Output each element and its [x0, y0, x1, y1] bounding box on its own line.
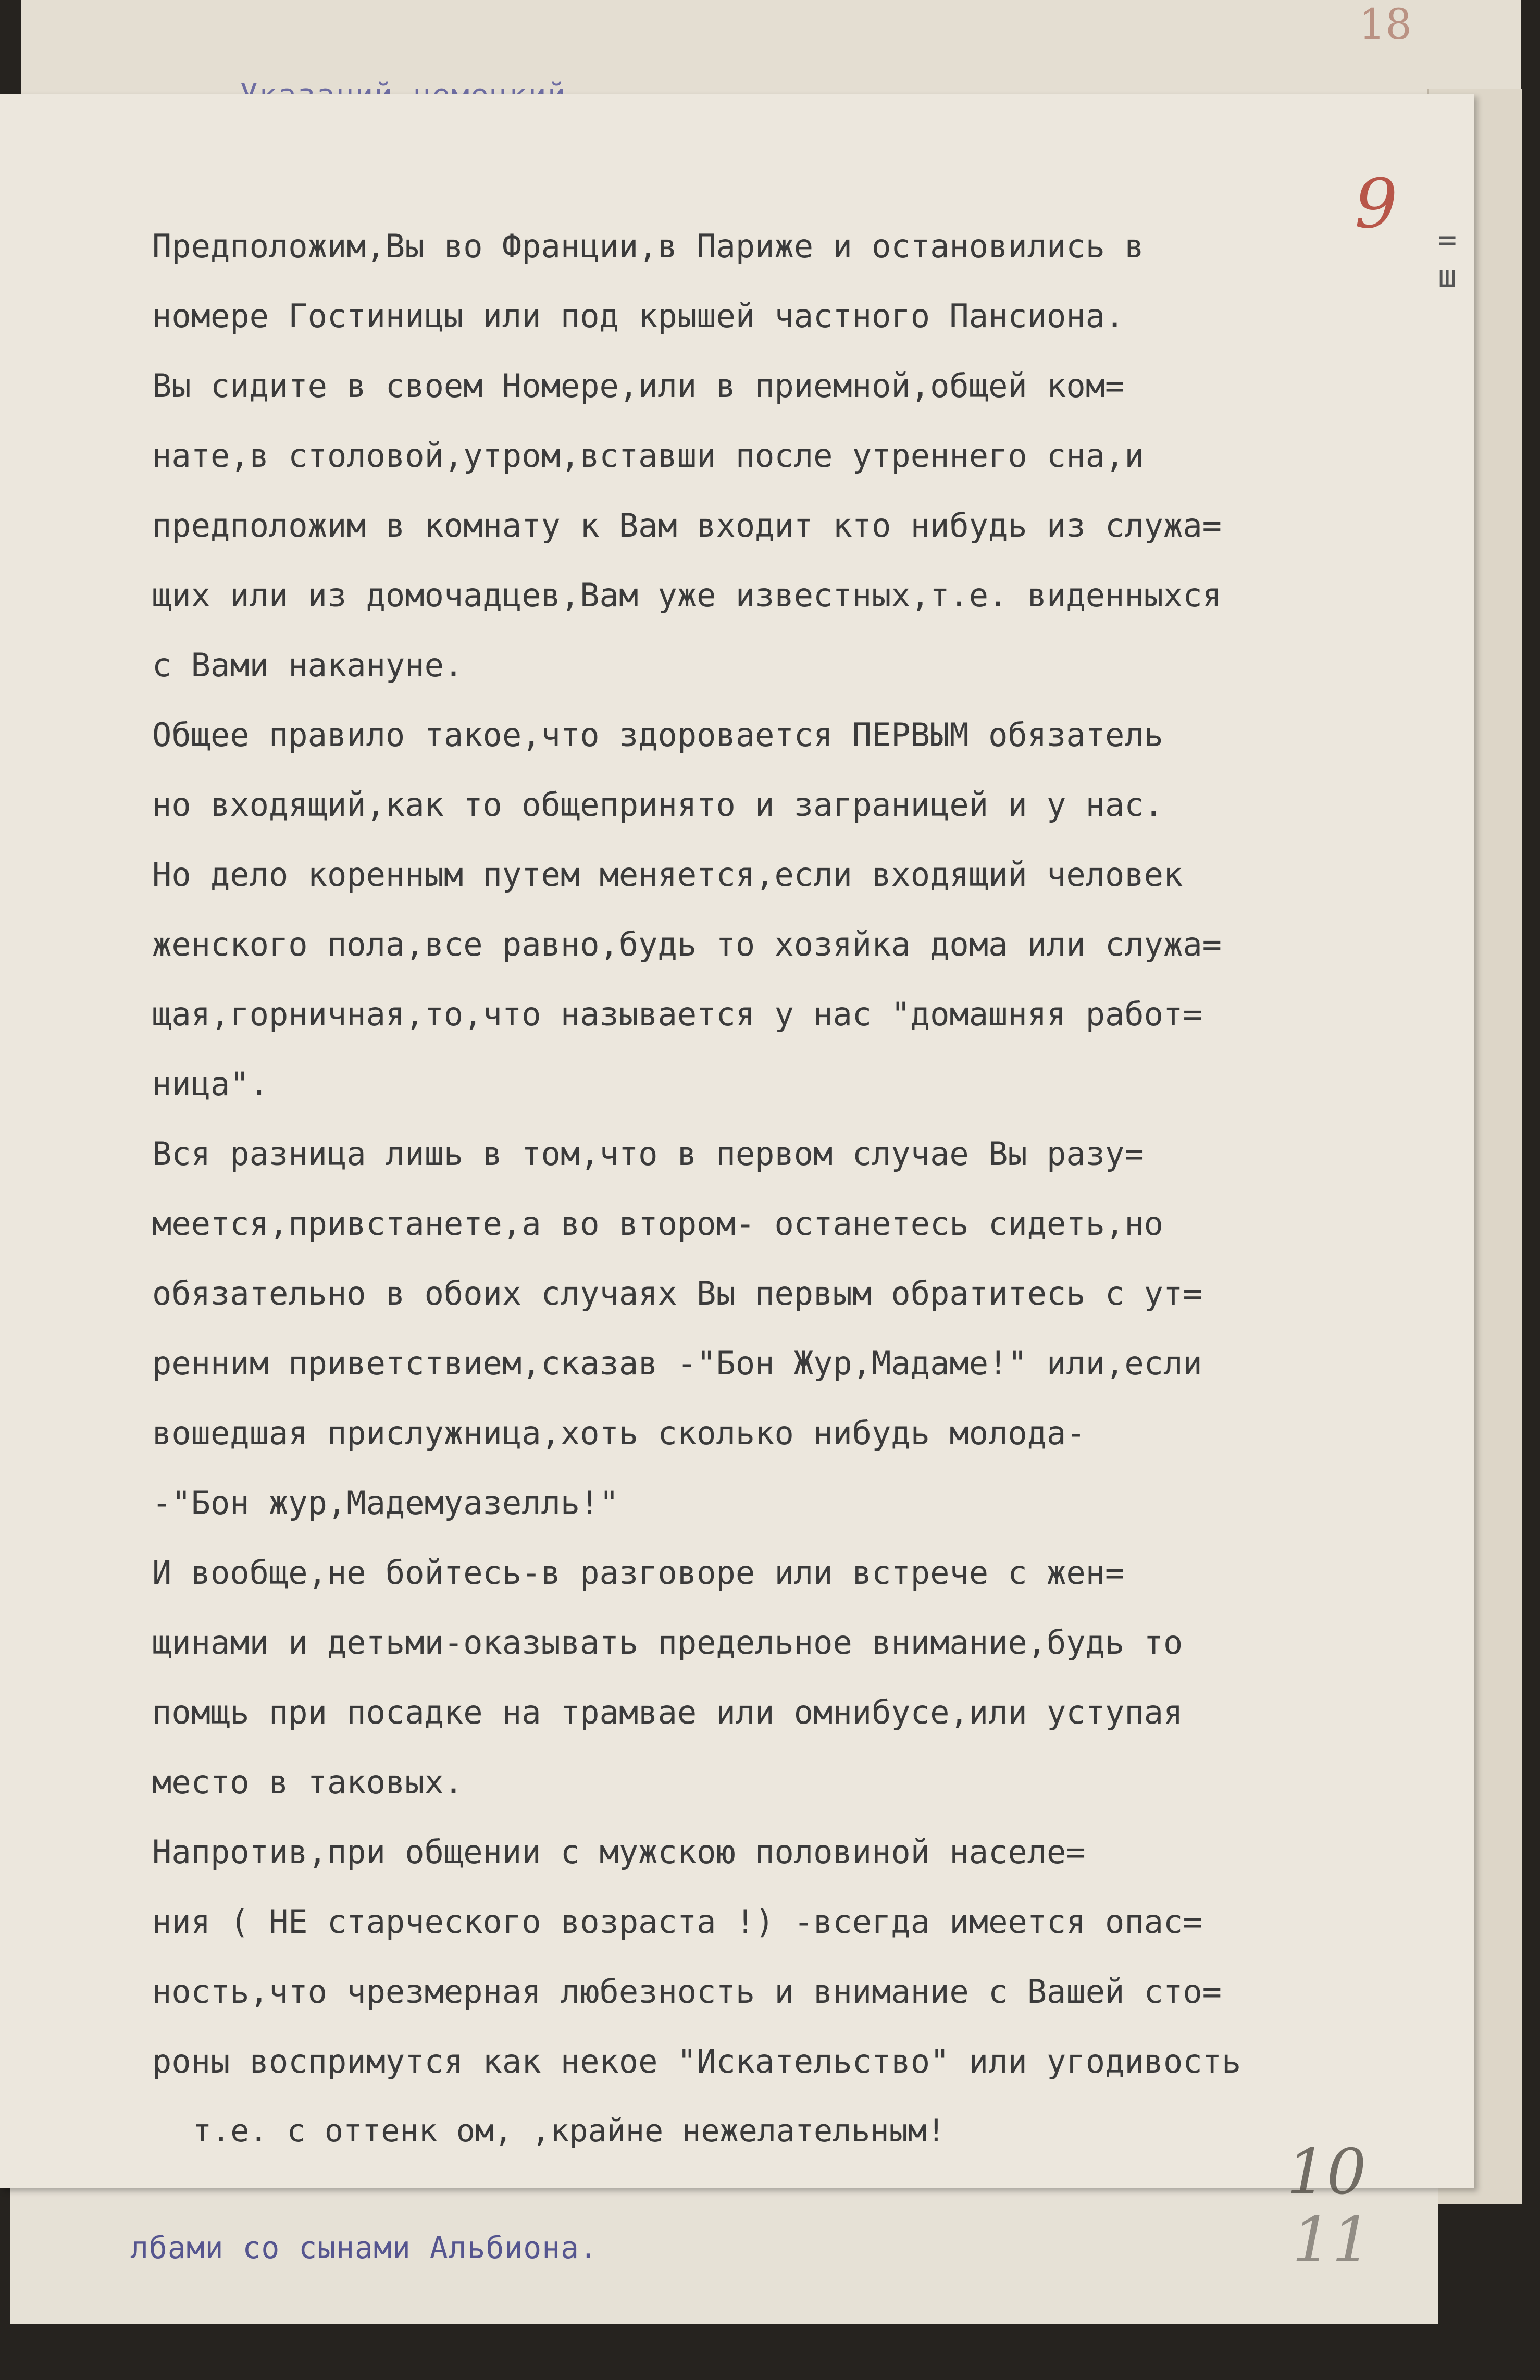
text-line: ренним приветствием,сказав -"Бон Жур,Мадаме!" или,если [152, 1344, 1202, 1382]
text-line: меется,привстанете,а во втором- останетесь сидеть,но [152, 1205, 1164, 1243]
text-line: женского пола,все равно,будь то хозяйка дома или служа= [152, 925, 1222, 963]
text-line: но входящий,как то общепринято и заграницей и у нас. [152, 786, 1164, 824]
text-line: Напротив,при общении с мужскою половиной населе= [152, 1833, 1086, 1871]
text-line: Но дело коренным путем меняется,если входящий человек [152, 856, 1183, 894]
handwritten-page-number: 10 [1287, 2136, 1367, 2209]
text-line: Общее правило такое,что здоровается ПЕРВЫМ обязатель [152, 716, 1164, 754]
text-line: ница". [152, 1065, 269, 1103]
text-line: номере Гостиницы или под крышей частного Пансиона. [152, 297, 1125, 335]
text-line: ность,что чрезмерная любезность и внимание с Вашей сто= [152, 1973, 1222, 2011]
text-line: Вы сидите в своем Номере,или в приемной,общей ком= [152, 367, 1125, 405]
text-line: щинами и детьми-оказывать предельное внимание,будь то [152, 1623, 1183, 1662]
text-line: щих или из домочадцев,Вам уже известных,т.е. виденныхся [152, 576, 1222, 614]
text-line: Предположим,Вы во Франции,в Париже и остановились в [152, 227, 1144, 265]
typewritten-page [0, 94, 1474, 2209]
bottom-pencil-folio: 11 [1292, 2204, 1372, 2276]
text-line: Вся разница лишь в том,что в первом случае Вы разу= [152, 1135, 1144, 1173]
text-line: помщь при посадке на трамвае или омнибусе,или уступая [152, 1693, 1183, 1731]
text-line: нате,в столовой,утром,вставши после утреннего сна,и [152, 437, 1144, 475]
text-line: -"Бон жур,Мадемуазелль!" [152, 1484, 619, 1522]
margin-mark: = ш [1438, 222, 1457, 295]
text-line: обязательно в обоих случаях Вы первым обратитесь с ут= [152, 1274, 1202, 1312]
corner-pencil-mark: 18 [1359, 0, 1412, 48]
text-line: место в таковых. [152, 1763, 464, 1801]
text-line: с Вами накануне. [152, 646, 464, 684]
page-body [152, 212, 1444, 2097]
overtyped-line: т.е. с оттенк ом, ,крайне нежелательным! [193, 2113, 946, 2149]
text-line: ния ( НЕ старческого возраста !) -всегда имеется опас= [152, 1903, 1202, 1941]
text-line: щая,горничная,то,что называется у нас "домашняя работ= [152, 995, 1202, 1033]
underlying-sheet-bottom-text: лбами со сынами Альбиона. [130, 2230, 598, 2265]
folio-number: 9 [1355, 164, 1398, 243]
text-line: вошедшая прислужница,хоть сколько нибудь молода- [152, 1414, 1086, 1452]
text-line: предположим в комнату к Вам входит кто нибудь из служа= [152, 506, 1222, 544]
text-line: И вообще,не бойтесь-в разговоре или встрече с жен= [152, 1554, 1125, 1592]
text-line: роны воспримутся как некое "Искательство" или угодивость [152, 2042, 1241, 2080]
